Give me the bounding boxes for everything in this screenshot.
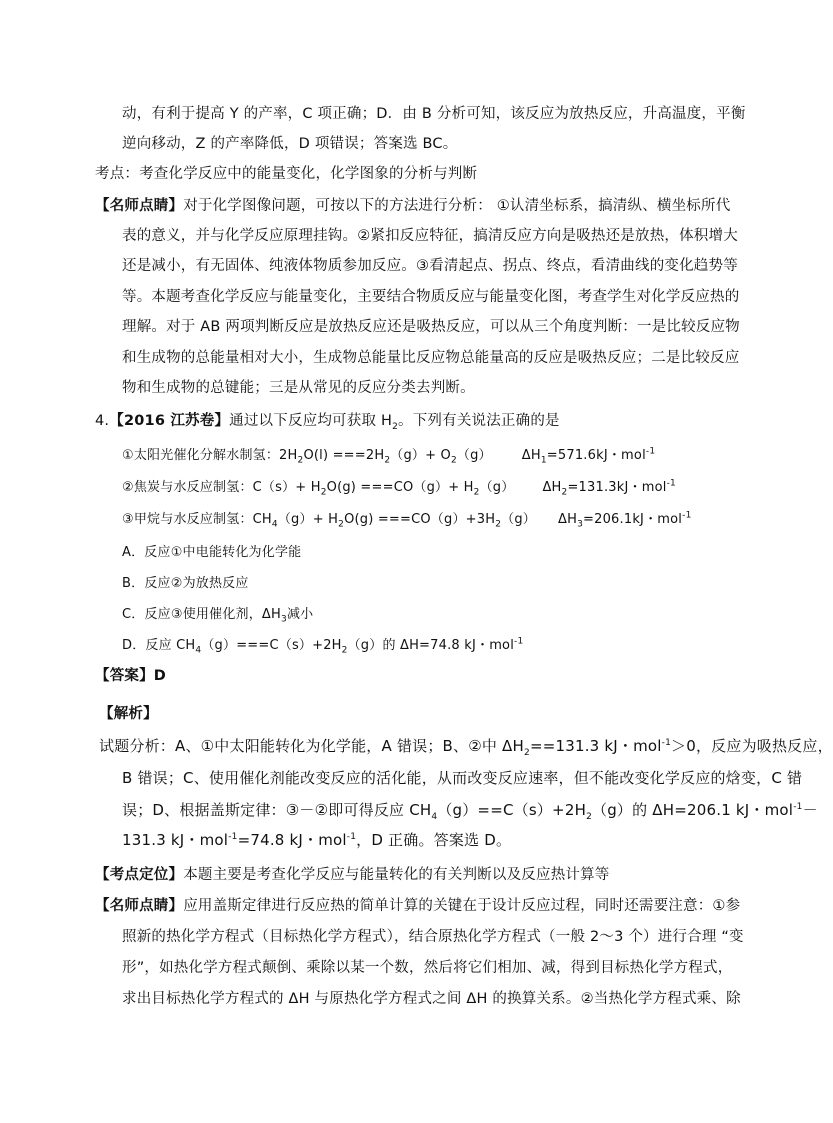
tips1-line-1 xyxy=(95,196,730,216)
analysis-1b: ==131.3 kJ・mol xyxy=(529,737,662,755)
tips2-line-4: 求出目标热化学方程式的 ΔH 与原热化学方程式之间 ΔH 的换算关系。②当热化学方程式乘、除 xyxy=(122,991,741,1007)
option-c-sub: 3 xyxy=(281,614,287,625)
option-d-sub-1: 4 xyxy=(195,645,202,656)
tips2-line-3: 形”，如热化学方程式颠倒、乘除以某一个数，然后将它们相加、减，得到目标热化学方程式， xyxy=(122,960,733,976)
analysis-line-3 xyxy=(122,800,818,820)
analysis-3d: － xyxy=(802,801,818,819)
question-number: 4. xyxy=(95,413,110,429)
option-d-sub-2: 2 xyxy=(341,645,348,656)
r2-sub-1: 2 xyxy=(320,487,327,498)
r3-exp: -1 xyxy=(682,510,692,521)
r1-value: =571.6kJ・mol xyxy=(546,448,646,463)
r2-sub-2: 2 xyxy=(473,487,480,498)
analysis-3-sub-1: 4 xyxy=(431,812,438,822)
r2-part-b: （g） xyxy=(479,480,515,495)
analysis-3-exp: -1 xyxy=(793,802,803,812)
tips1-line-4: 等。本题考查化学反应与能量变化，主要结合物质反应与能量变化图，考查学生对化学反应热的 xyxy=(122,289,740,305)
analysis-4b: =74.8 kJ・mol xyxy=(237,831,347,849)
kaodian2-tag: 【考点定位】 xyxy=(95,867,184,883)
kaodian-line: 考点：考查化学反应中的能量变化，化学图象的分析与判断 xyxy=(95,166,478,182)
tips1-line-6: 和生成物的总能量相对大小，生成物总能量比反应物总能量高的反应是吸热反应；二是比较反应 xyxy=(122,350,740,366)
analysis-3-sub-2: 2 xyxy=(586,812,592,822)
reaction-3 xyxy=(122,510,692,530)
option-d-text-b: （g）===C（s）+2H xyxy=(201,638,342,653)
r1-sub-2: 2 xyxy=(384,455,391,466)
reaction-1 xyxy=(122,446,655,466)
r2-lead: ②焦炭与水反应制氢：C（s）+ H xyxy=(122,480,321,495)
r1-part-a: O(l) ===2H xyxy=(303,448,385,463)
tips1-tag: 【名师点睛】 xyxy=(95,198,184,214)
analysis-3b: （g）==C（s）+2H xyxy=(437,801,587,819)
tips1-line-7: 物和生成物的总键能；三是从常见的反应分类去判断。 xyxy=(122,380,475,396)
tips1-line-5: 理解。对于 AB 两项判断反应是放热反应还是吸热反应，可以从三个角度判断：一是比较反应物 xyxy=(122,319,740,335)
analysis-1c: ＞0，反应为吸热反应， xyxy=(671,737,833,755)
analysis-4a: 131.3 kJ・mol xyxy=(122,831,229,849)
analysis-title: 【解析】 xyxy=(99,706,158,722)
tips2-line-2: 照新的热化学方程式（目标热化学方程式），结合原热化学方程式（一般 2～3 个）进行合理 “变 xyxy=(122,929,744,945)
analysis-line-4 xyxy=(122,830,511,850)
r2-dh: ΔH xyxy=(542,480,562,495)
option-d-text: D．反应 CH xyxy=(122,638,196,653)
option-d-text-c: （g）的 ΔH=74.8 kJ・mol xyxy=(347,638,515,653)
r3-part-c: （g） xyxy=(501,512,536,527)
r2-dh-sub: 2 xyxy=(561,487,568,498)
r1-part-c: （g） xyxy=(456,448,492,463)
tips2-tag: 【名师点睛】 xyxy=(95,898,184,914)
analysis-3a: 误；D、根据盖斯定律：③－②即可得反应 CH xyxy=(122,801,432,819)
r1-exp: -1 xyxy=(645,446,656,457)
option-c xyxy=(122,605,313,625)
analysis-4-exp-2: -1 xyxy=(346,832,357,842)
r3-sub-1: 4 xyxy=(271,519,278,530)
tips1-text-1: 对于化学图像问题，可按以下的方法进行分析： ①认清坐标系，搞清纵、横坐标所代 xyxy=(183,198,731,214)
analysis-4c: ，D 正确。答案选 D。 xyxy=(356,831,512,849)
r1-lead: ①太阳光催化分解水制氢：2H xyxy=(122,448,298,463)
option-c-text-end: 减小 xyxy=(286,607,314,622)
option-c-text: C．反应③使用催化剂，ΔH xyxy=(122,607,281,622)
question-source: 【2016 江苏卷】 xyxy=(109,413,230,429)
r1-dh: ΔH xyxy=(521,448,541,463)
kaodian2-text: 本题主要是考查化学反应与能量转化的有关判断以及反应热计算等 xyxy=(183,867,610,883)
analysis-4-exp: -1 xyxy=(228,832,238,842)
tips1-line-2: 表的意义，并与化学反应原理挂钩。②紧扣反应特征，搞清反应方向是吸热还是放热，体积增大 xyxy=(122,228,738,244)
r3-sub-2: 2 xyxy=(338,519,345,530)
r3-lead: ③甲烷与水反应制氢：CH xyxy=(122,512,272,527)
tips1-line-3: 还是减小，有无固体、纯液体物质参加反应。③看清起点、拐点、终点，看清曲线的变化趋势等 xyxy=(122,258,738,274)
option-d-exp: -1 xyxy=(514,636,524,647)
tips2-line-1 xyxy=(95,896,740,916)
analysis-1a: 试题分析：A、①中太阳能转化为化学能，A 错误；B、②中 ΔH xyxy=(99,737,524,755)
analysis-line-2: B 错误；C、使用催化剂能改变反应的活化能，从而改变反应速率，但不能改变化学反应的焓变，C 错 xyxy=(122,769,803,787)
analysis-line-1 xyxy=(99,736,833,756)
tips2-text-1: 应用盖斯定律进行反应热的简单计算的关键在于设计反应过程，同时还需要注意：①参 xyxy=(183,898,741,914)
option-b: B．反应②为放热反应 xyxy=(122,576,249,591)
analysis-1-sub: 2 xyxy=(524,748,530,758)
question-4-stem xyxy=(95,411,560,431)
r3-part-b: O(g) ===CO（g）+3H xyxy=(344,512,496,527)
question-stem-text: 通过以下反应均可获取 H xyxy=(229,413,393,429)
r1-part-b: （g）+ O xyxy=(390,448,451,463)
r2-part-a: O(g) ===CO（g）+ H xyxy=(326,480,474,495)
r1-sub-1: 2 xyxy=(297,455,304,466)
option-a: A．反应①中电能转化为化学能 xyxy=(122,545,302,560)
r3-sub-3: 2 xyxy=(495,519,502,530)
r3-dh-sub: 3 xyxy=(577,519,584,530)
kaodian-dingwei xyxy=(95,865,610,885)
r2-value: =131.3kJ・mol xyxy=(567,480,667,495)
r1-dh-sub: 1 xyxy=(540,455,547,466)
r3-dh: ΔH xyxy=(558,512,578,527)
stem-subscript: 2 xyxy=(392,421,399,432)
option-d xyxy=(122,636,523,656)
analysis-1-exp: -1 xyxy=(661,738,672,748)
r3-part-a: （g）+ H xyxy=(277,512,339,527)
prev-explanation-line-1: 动，有利于提高 Y 的产率，C 项正确；D．由 B 分析可知，该反应为放热反应，升高温度，平衡 xyxy=(122,106,746,122)
r1-sub-3: 2 xyxy=(450,455,457,466)
reaction-2 xyxy=(122,478,676,498)
answer-line: 【答案】D xyxy=(95,668,167,684)
analysis-3c: （g）的 ΔH=206.1 kJ・mol xyxy=(592,801,794,819)
question-stem-text-end: 。下列有关说法正确的是 xyxy=(398,413,560,429)
r2-exp: -1 xyxy=(666,478,676,489)
prev-explanation-line-2: 逆向移动，Z 的产率降低，D 项错误；答案选 BC。 xyxy=(122,136,458,152)
r3-value: =206.1kJ・mol xyxy=(583,512,683,527)
